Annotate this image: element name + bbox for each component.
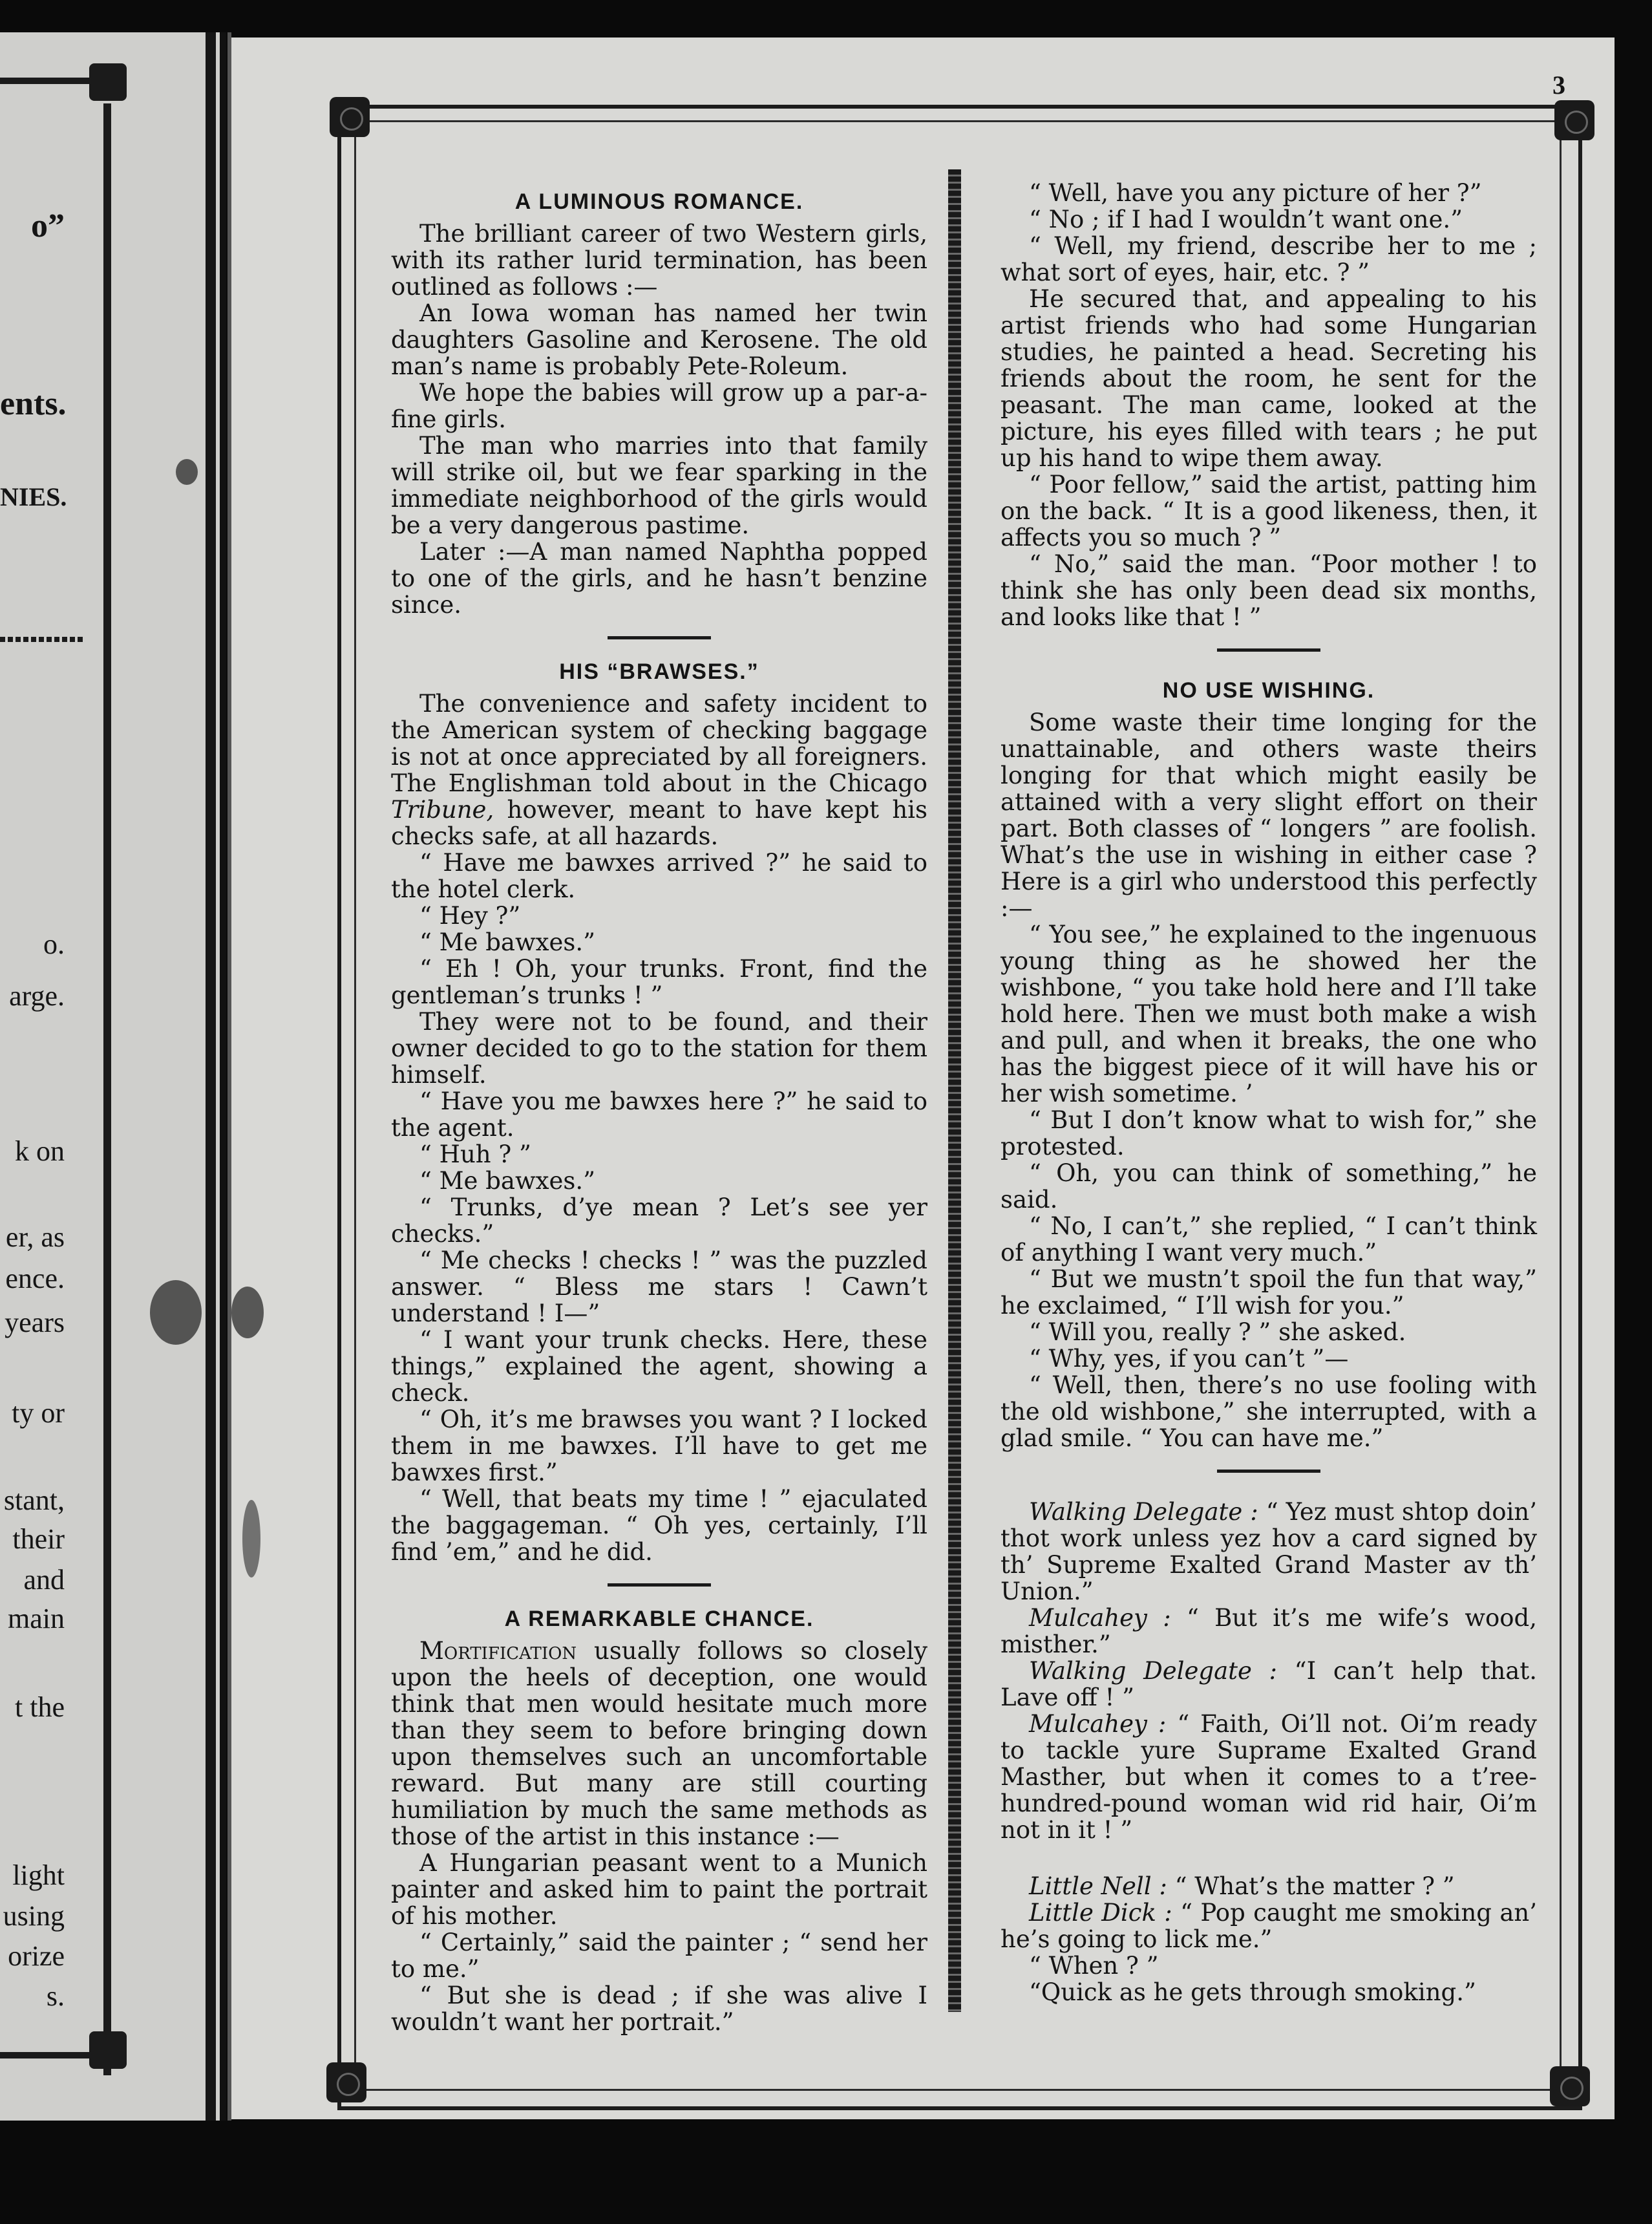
prev-fragment: k on	[15, 1135, 65, 1167]
prev-fragment: o”	[31, 208, 65, 244]
small-caps-text: Mortification	[419, 1637, 577, 1665]
paragraph: “ Why, yes, if you can’t ”—	[1029, 1345, 1349, 1373]
prev-fragment: ents.	[0, 385, 67, 422]
paragraph: “ Well, that beats my time ! ” ejaculated the baggageman. “ Oh yes, certainly, I’ll find ’em,” and he did.	[391, 1485, 927, 1566]
paragraph: “ But she is dead ; if she was alive I wouldn’t want her portrait.”	[391, 1982, 927, 2036]
prev-fragment: main	[8, 1603, 65, 1634]
speaker-name: Walking Delegate :	[1029, 1498, 1258, 1526]
article-heading: NO USE WISHING.	[1162, 678, 1375, 703]
paragraph: Some waste their time longing for the unattainable, and others waste theirs longing for that which might easily be attained with a very slight effort on their part. Both classes of “ longers ” are foolish. What’s the use in wishing in either case ? Here is a girl who understood this perfectly :—	[1001, 709, 1537, 922]
prev-fragment: s.	[46, 1980, 65, 2012]
speaker-name: Walking Delegate :	[1029, 1657, 1278, 1685]
paragraph	[391, 690, 927, 850]
paragraph: “ Have you me bawxes here ?” he said to the agent.	[391, 1087, 927, 1142]
ink-stain	[176, 459, 198, 485]
article-heading: A LUMINOUS ROMANCE.	[514, 189, 804, 214]
paragraph: A Hungarian peasant went to a Munich painter and asked him to paint the portrait of his mother.	[391, 1849, 927, 1930]
paragraph: He secured that, and appealing to his artist friends who had some Hungarian studies, he painted a head. Secreting his friends about the room, he sent for the peasant. The man came, looked at the picture, his eyes filled with tears ; he put up his hand to wipe them away.	[1001, 285, 1537, 472]
prev-fragment: and	[23, 1564, 65, 1596]
paragraph: “ No,” said the man. “Poor mother ! to think she has only been dead six months, and looks like that ! ”	[1001, 550, 1537, 631]
dialogue-text: “I can’t help that. Lave off ! ”	[1001, 1657, 1538, 1711]
paragraph: “ Poor fellow,” said the artist, patting him on the back. “ It is a good likeness, then, it affects you so much ? ”	[1001, 471, 1537, 551]
prev-fragment: using	[3, 1900, 65, 1932]
paragraph: “ But we mustn’t spoil the fun that way,” he exclaimed, “ I’ll wish for you.”	[1001, 1265, 1537, 1320]
dialogue-line	[1001, 1499, 1537, 1605]
previous-page-border-rule	[103, 103, 111, 2075]
page-number: 3	[1552, 70, 1565, 100]
dialogue-line	[1001, 1711, 1537, 1843]
speaker-name: Little Nell :	[1029, 1872, 1167, 1900]
dialogue-text: “Quick as he gets through smoking.”	[1029, 1978, 1476, 2006]
paragraph: “ Will you, really ? ” she asked.	[1029, 1318, 1406, 1346]
speaker-name: Mulcahey :	[1029, 1710, 1167, 1738]
paragraph: “ Have me bawxes arrived ?” he said to the hotel clerk.	[391, 849, 927, 903]
ink-stain	[231, 1287, 264, 1338]
previous-page-bottom-rule	[0, 2052, 113, 2058]
paragraph: Later :—A man named Naphtha popped to one of the girls, and he hasn’t benzine since.	[391, 538, 927, 619]
paragraph: The brilliant career of two Western girls, with its rather lurid termination, has been outlined as follows :—	[391, 220, 927, 301]
dialogue-line	[1001, 1605, 1537, 1658]
corner-ornament-top-left	[330, 97, 370, 137]
section-separator	[608, 636, 711, 639]
text-run: The convenience and safety incident to the American system of checking baggage is not at once appreciated by all foreigners. The Englishman told about in the Chicago	[391, 690, 927, 797]
prev-fragment: o.	[43, 928, 65, 960]
left-column	[391, 181, 927, 2035]
previous-page-top-rule	[0, 78, 113, 84]
prev-fragment: t the	[15, 1691, 65, 1723]
spacer	[1001, 1843, 1537, 1873]
prev-fragment: years	[5, 1307, 65, 1338]
paragraph: “ Well, have you any picture of her ?”	[1029, 179, 1482, 207]
section-separator	[608, 1583, 711, 1587]
paragraph: They were not to be found, and their owner decided to go to the station for them himself.	[391, 1008, 927, 1089]
paragraph	[391, 1638, 927, 1850]
column-divider-rule	[948, 169, 961, 2012]
paragraph: “ No, I can’t,” she replied, “ I can’t think of anything I want very much.”	[1001, 1212, 1537, 1267]
prev-fragment: ty or	[12, 1397, 65, 1429]
prev-fragment: ence.	[5, 1263, 65, 1294]
prev-fragment: er, as	[5, 1221, 65, 1253]
paragraph: “ Me bawxes.”	[419, 928, 596, 956]
paragraph: “ You see,” he explained to the ingenuous young thing as he showed her the wishbone, “ you take hold here and I’ll take hold here. Then we must both make a wish and pull, and when it breaks, the one who has the biggest piece of it will have his or her wish sometime. ’	[1001, 921, 1537, 1107]
previous-page-strip	[0, 32, 220, 2121]
paragraph: “ Me bawxes.”	[419, 1167, 596, 1195]
dialogue-text: “ Pop caught me smoking an’ he’s going to lick me.”	[1001, 1899, 1537, 1953]
ink-stain	[242, 1500, 260, 1577]
dialogue-line	[1001, 1873, 1537, 1899]
paragraph: “ Huh ? ”	[419, 1140, 531, 1168]
paragraph: We hope the babies will grow up a par-a-fine girls.	[391, 379, 927, 433]
dialogue-text: “ But it’s me wife’s wood, misther.”	[1001, 1604, 1537, 1658]
section-separator	[1217, 1470, 1320, 1473]
dialogue-text: “ Faith, Oi’ll not. Oi’m ready to tackle yure Suprame Exalted Grand Masther, but when it comes to a t’ree-hundred-pound woman wid rid hair, Oi’m not in it ! ”	[1001, 1710, 1538, 1844]
dialogue-text: “ Yez must shtop doin’ thot work unless yez hov a card signed by th’ Supreme Exalted Grand Master av th’ Union.”	[1001, 1498, 1538, 1605]
prev-fragment: light	[12, 1859, 65, 1891]
dialogue-text: “ When ? ”	[1029, 1952, 1159, 1980]
paragraph: “ Hey ?”	[419, 902, 521, 930]
gutter-rule	[220, 32, 226, 2121]
prev-fragment: arge.	[9, 980, 65, 1012]
section-separator	[1217, 648, 1320, 652]
dialogue-text: “ What’s the matter ? ”	[1167, 1872, 1455, 1900]
paragraph: An Iowa woman has named her twin daughters Gasoline and Kerosene. The old man’s name is probably Pete-Roleum.	[391, 299, 927, 380]
text-run: usually follows so closely upon the heels of deception, one would think that men would hesitate much more than they seem to before bringing down upon themselves such an uncomfortable reward. But many are still courting humiliation by much the same methods as those of the artist in this instance :—	[391, 1637, 927, 1850]
article-heading: HIS “BRAWSES.”	[559, 659, 759, 684]
paragraph: “ Me checks ! checks ! ” was the puzzled answer. “ Bless me stars ! Cawn’t understand ! I—”	[391, 1246, 927, 1327]
paragraph: “ Oh, you can think of something,” he said.	[1001, 1159, 1537, 1214]
paragraph: “ But I don’t know what to wish for,” she protested.	[1001, 1106, 1537, 1160]
previous-page-corner-ornament-bottom	[89, 2031, 127, 2069]
prev-fragment: orize	[8, 1940, 65, 1972]
dialogue-line	[1001, 1979, 1537, 2005]
dialogue-line	[1001, 1658, 1537, 1711]
corner-ornament-bottom-left	[326, 2062, 366, 2102]
paragraph: “ Certainly,” said the painter ; “ send her to me.”	[391, 1929, 927, 1983]
paragraph: “ I want your trunk checks. Here, these things,” explained the agent, showing a check.	[391, 1326, 927, 1407]
dialogue-line	[1001, 1952, 1537, 1979]
right-column	[1001, 180, 1537, 2005]
speaker-name: Little Dick :	[1029, 1899, 1172, 1927]
paragraph: “ No ; if I had I wouldn’t want one.”	[1029, 206, 1463, 233]
page-spine	[206, 32, 216, 2121]
paragraph: “ Eh ! Oh, your trunks. Front, find the gentleman’s trunks ! ”	[391, 955, 927, 1009]
paragraph: “ Trunks, d’ye mean ? Let’s see yer checks.”	[391, 1193, 927, 1248]
corner-ornament-top-right	[1554, 100, 1594, 140]
speaker-name: Mulcahey :	[1029, 1604, 1171, 1632]
paragraph: The man who marries into that family will strike oil, but we fear sparking in the immediate neighborhood of the girls would be a very dangerous pastime.	[391, 432, 927, 539]
paragraph: “ Well, my friend, describe her to me ; what sort of eyes, hair, etc. ? ”	[1001, 232, 1537, 286]
ink-stain	[150, 1280, 202, 1345]
paragraph: “ Oh, it’s me brawses you want ? I locked them in me bawxes. I’ll have to get me bawxes first.”	[391, 1406, 927, 1486]
paragraph: “ Well, then, there’s no use fooling with the old wishbone,” she interrupted, with a glad smile. “ You can have me.”	[1001, 1371, 1537, 1452]
prev-fragment: NIES.	[0, 482, 67, 511]
dialogue-line	[1001, 1899, 1537, 1952]
italic-text: Tribune,	[391, 796, 494, 824]
article-heading: A REMARKABLE CHANCE.	[504, 1607, 814, 1631]
text-run: however, meant to have kept his checks safe, at all hazards.	[391, 796, 927, 850]
prev-fragment: their	[12, 1523, 65, 1555]
corner-ornament-bottom-right	[1550, 2066, 1590, 2106]
prev-fragment: stant,	[3, 1484, 65, 1516]
previous-page-separator	[0, 637, 83, 642]
